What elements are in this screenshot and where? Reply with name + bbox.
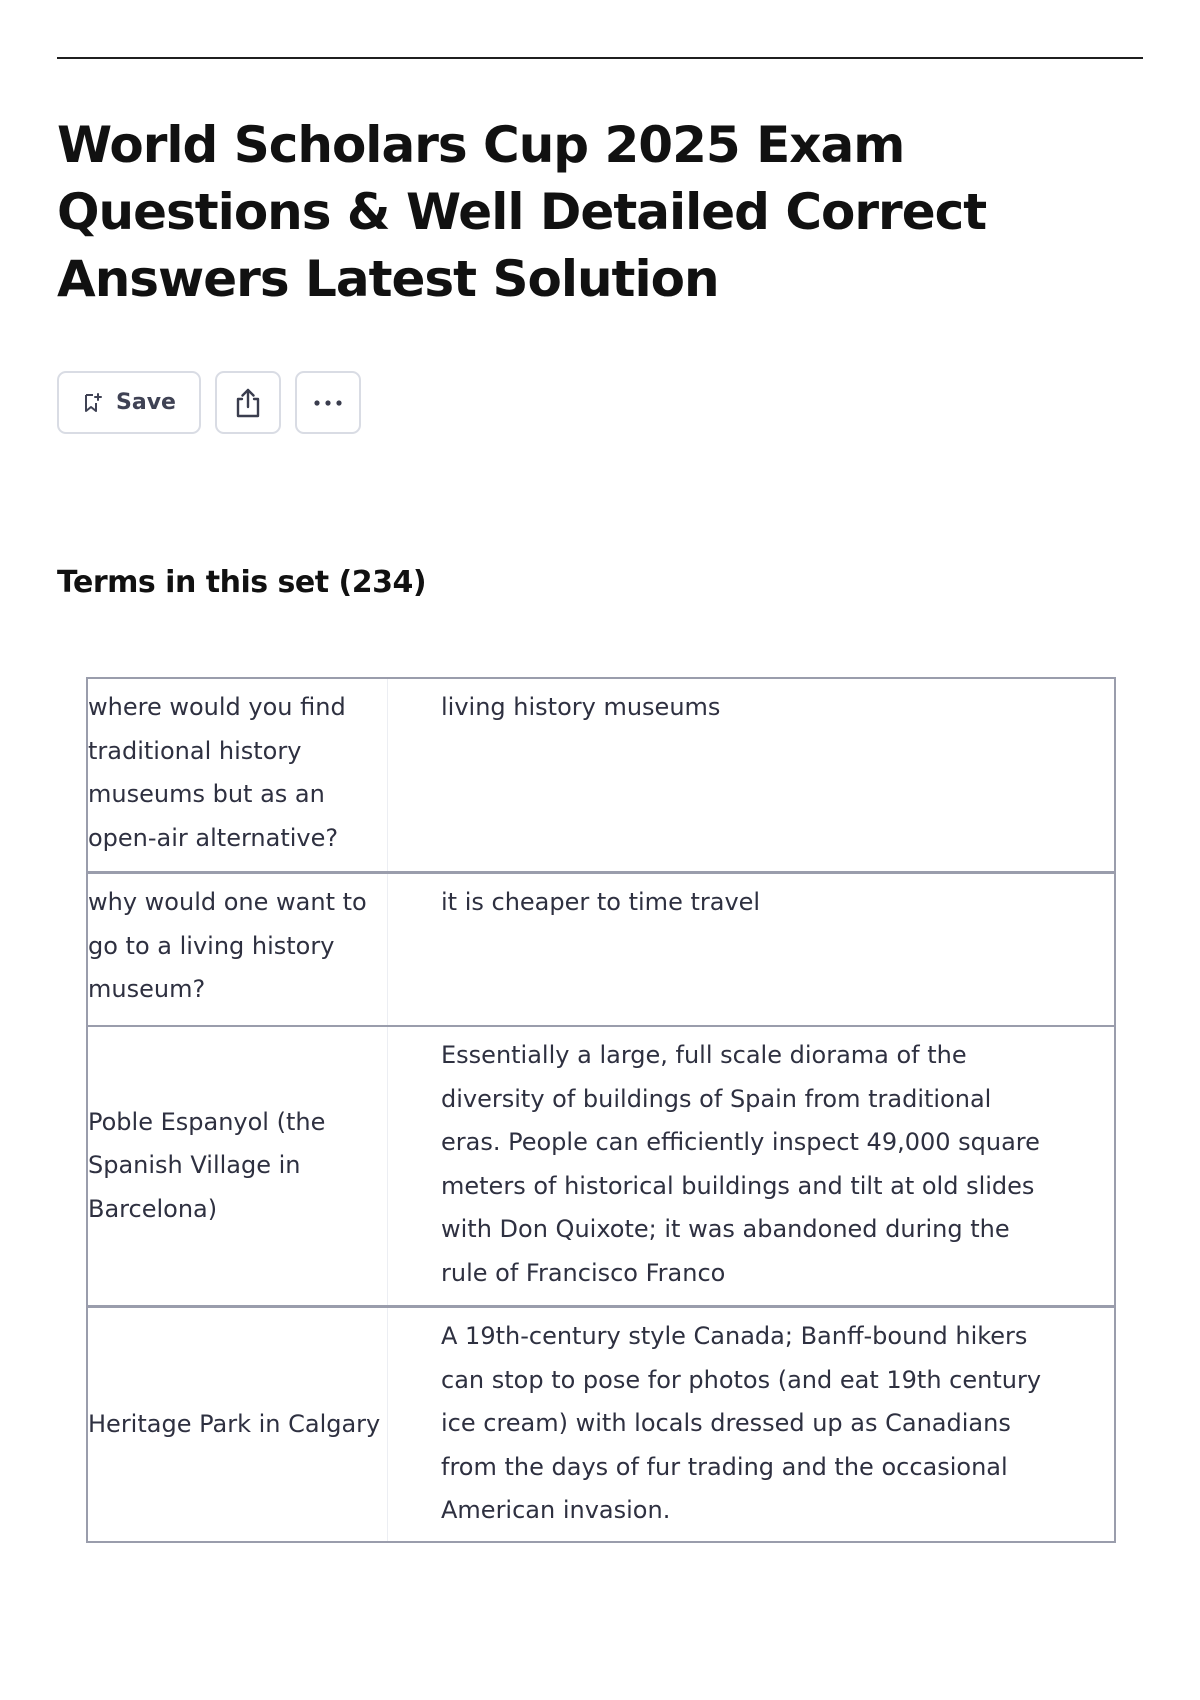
definition-text: living history museums: [441, 693, 721, 721]
more-options-button[interactable]: [295, 371, 361, 434]
term-row: [88, 1025, 1114, 1306]
bookmark-add-icon: [82, 392, 104, 414]
top-divider: [57, 57, 1143, 59]
term-text: why would one want to go to a living history museum?: [88, 874, 388, 1025]
term-row: [88, 1306, 1114, 1541]
terms-table: [86, 677, 1116, 1543]
definition-text: A 19th-century style Canada; Banff-bound hikers can stop to pose for photos (and eat 19th century ice cream) with locals dressed up as Canadians from the days of fur trading and the occasional American invasion.: [441, 1322, 1042, 1524]
definition-text: it is cheaper to time travel: [441, 888, 761, 916]
page-title: World Scholars Cup 2025 Exam Questions & Well Detailed Correct Answers Latest Solution: [57, 116, 987, 308]
share-icon: [233, 387, 263, 419]
more-horizontal-icon: [313, 399, 343, 407]
terms-heading: Terms in this set (234): [57, 565, 427, 600]
action-bar: [57, 371, 361, 434]
save-button-label: Save: [116, 390, 176, 415]
share-button[interactable]: [215, 371, 281, 434]
term-text: Heritage Park in Calgary: [88, 1308, 388, 1541]
term-row: [88, 679, 1114, 872]
term-row: [88, 872, 1114, 1025]
term-text: Poble Espanyol (the Spanish Village in Barcelona): [88, 1027, 388, 1305]
save-button[interactable]: [57, 371, 201, 434]
term-text: where would you find traditional history museums but as an open-air alternative?: [88, 679, 388, 871]
definition-text: Essentially a large, full scale diorama of the diversity of buildings of Spain from traditional eras. People can efficiently inspect 49,000 square meters of historical buildings and tilt at old slides with Don Quixote; it was abandoned during the rule of Francisco Franco: [441, 1041, 1040, 1287]
